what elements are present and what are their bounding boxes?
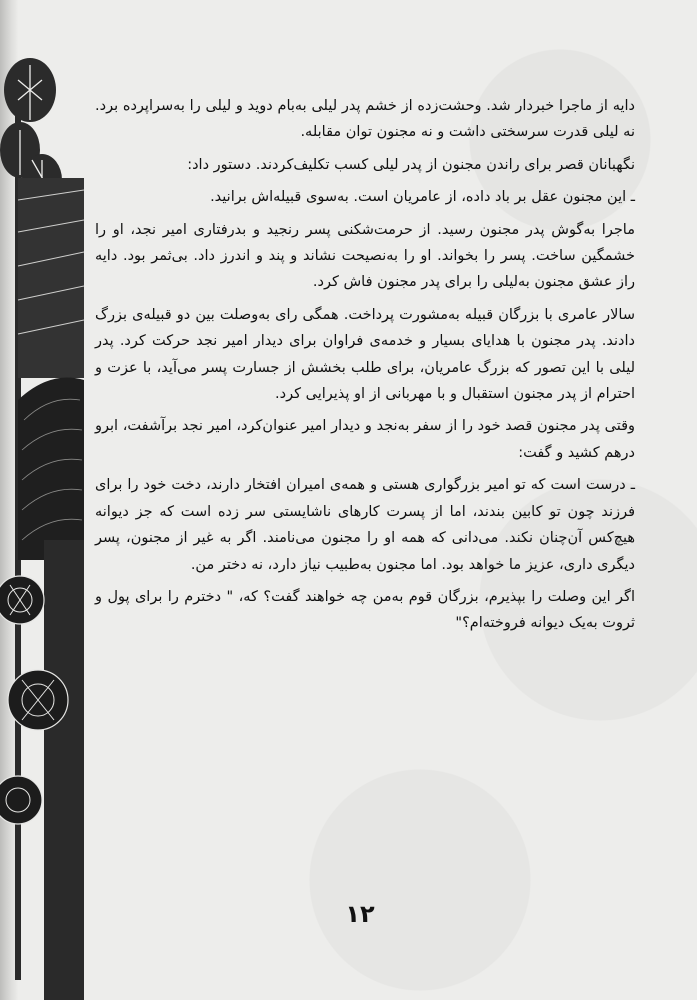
paragraph: وقتی پدر مجنون قصد خود را از سفر به‌نجد و دیدار امیر عنوان‌کرد، امیر نجد برآشفت، ابرو درهم کشید و گفت: xyxy=(95,418,635,461)
paragraph: سالار عامری با بزرگان قبیله به‌مشورت پرداخت. همگی رای به‌وصلت بین دو قبیله‌ی بزرگ دادند. پدر مجنون با هدایای بسیار و خدمه‌ی فراوان برای دیدار امیر نجد حرکت کرد. پدر لیلی با این تصور که بزرگ عامریان، برای طلب بخشش از جسارت پسر می‌آید، با عزت و احترام از پدر مجنون استقبال و با مهربانی از او پذیرایی کرد. xyxy=(95,306,635,403)
paragraph: ـ این مجنون عقل بر باد داده، از عامریان است. به‌سوی قبیله‌اش برانید. xyxy=(210,189,635,206)
paragraph: اگر این وصلت را بپذیرم، بزرگان قوم به‌من چه خواهند گفت؟ که، " دخترم را برای پول و ثروت به‌یک دیوانه فروخته‌ام؟" xyxy=(95,588,635,632)
decorative-illustration xyxy=(0,0,84,1000)
body-text xyxy=(95,93,635,643)
paragraph: ـ درست است که تو امیر بزرگواری هستی و همه‌ی امیران افتخار دارند، دخت خود را برای فرزند چون تو کابین بندند، اما از پسرت کارهای ناشایستی سر زده است که جز دیوانه هیچ‌کس آن‌چنان نکند. می‌دانی که همه او را مجنون می‌نامند. اگر به غیر از مجنون، پسر دیگری داری، عزیز ما خواهد بود. اما مجنون به‌طبیب نیاز دارد، نه دختر من. xyxy=(95,477,635,573)
paragraph: دایه از ماجرا خبردار شد. وحشت‌زده از خشم پدر لیلی به‌بام دوید و لیلی را به‌سراپرده برد. نه لیلی قدرت سرسختی داشت و نه مجنون توان مقابله. xyxy=(95,98,635,141)
page-number: ۱۲ xyxy=(345,900,375,928)
paragraph: ماجرا به‌گوش پدر مجنون رسید. از حرمت‌شکنی پسر رنجید و بدرفتاری امیر نجد، او را خشمگین ساخت. پسر را بخواند. او را به‌نصیحت نشاند و پند و اندرز داد. بی‌ثمر بود. دایه راز عشق مجنون به‌لیلی را برای پدر مجنون فاش کرد. xyxy=(95,221,635,291)
paragraph: نگهبانان قصر برای راندن مجنون از پدر لیلی کسب تکلیف‌کردند. دستور داد: xyxy=(187,156,635,173)
